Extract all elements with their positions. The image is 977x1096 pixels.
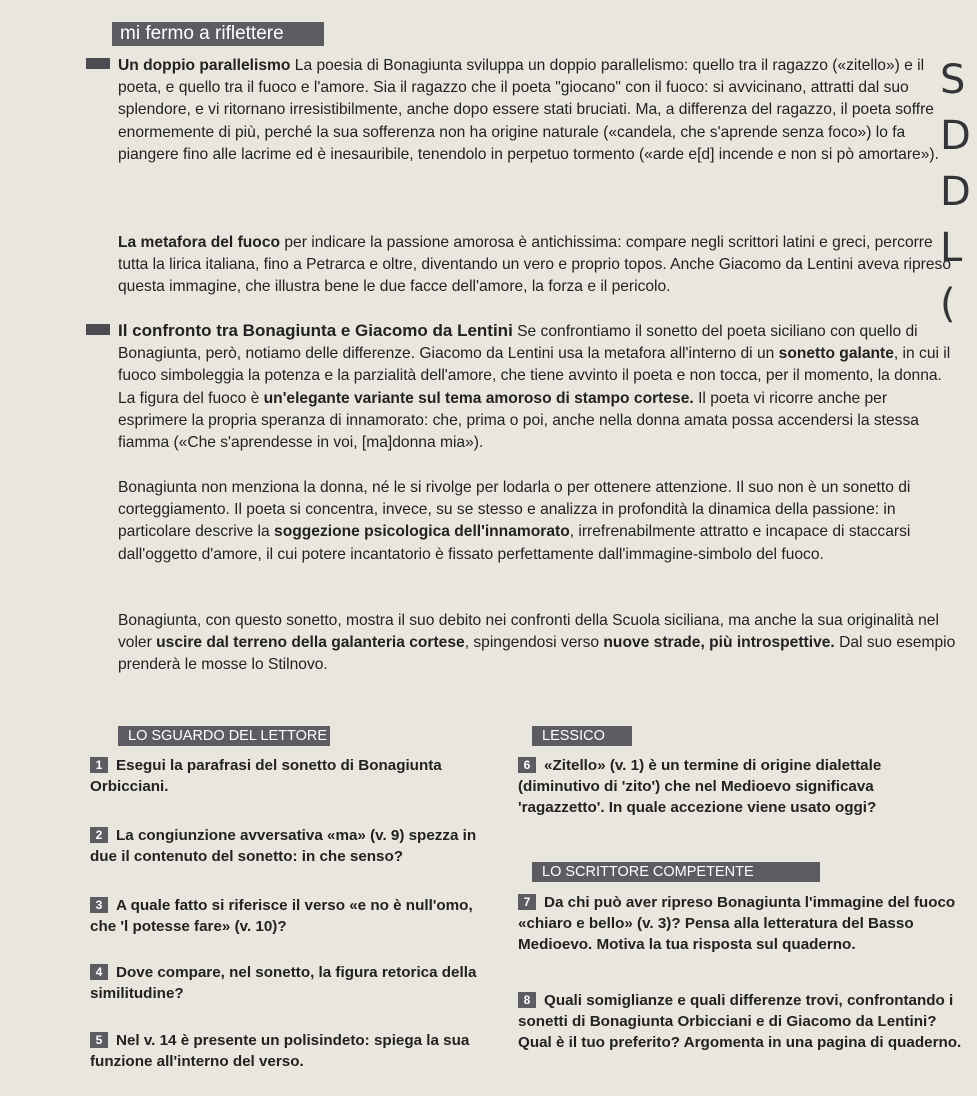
bold-phrase: nuove strade, più introspettive. <box>603 634 835 652</box>
exercise-7 <box>518 892 963 955</box>
paragraph-title: Il confronto tra Bonagiunta e Giacomo da Lentini <box>118 321 513 340</box>
side-letter: D <box>940 113 971 159</box>
exercise-2 <box>90 825 500 867</box>
exercise-text: A quale fatto si riferisce il verso «e no è null'omo, che 'l potesse fare» (v. 10)? <box>90 897 473 935</box>
paragraph-text: Se confrontiamo il sonetto del poeta siciliano con quello di Bonagiunta, però, notiamo delle differenze. Giacomo da Lentini usa la metafora all'interno di un <box>118 323 918 363</box>
side-letter: L <box>940 225 963 271</box>
exercise-number: 5 <box>90 1032 108 1048</box>
exercise-text: Quali somiglianze e quali differenze trovi, confrontando i sonetti di Bonagiunta Orbicciani e di Giacomo da Lentini? Qual è il tuo preferito? Argomenta in una pagina di quaderno. <box>518 992 962 1051</box>
exercise-text: Da chi può aver ripreso Bonagiunta l'immagine del fuoco «chiaro e bello» (v. 3)? Pensa alla letteratura del Basso Medioevo. Motiva la tua risposta sul quaderno. <box>518 894 956 953</box>
section-heading-sguardo: LO SGUARDO DEL LETTORE <box>118 726 330 746</box>
exercise-3 <box>90 895 500 937</box>
exercise-1 <box>90 755 500 797</box>
paragraph-doppio-parallelismo <box>118 55 958 166</box>
paragraph-lead: La metafora del fuoco <box>118 234 281 251</box>
paragraph-debito <box>118 610 958 677</box>
exercise-text: «Zitello» (v. 1) è un termine di origine dialettale (diminutivo di 'zito') che nel Medioevo significava 'ragazzetto'. In quale accezione viene usato oggi? <box>518 757 882 816</box>
section-tag: mi fermo a riflettere <box>112 22 324 46</box>
exercise-5 <box>90 1030 500 1072</box>
bold-phrase: sonetto galante <box>778 345 894 363</box>
exercise-text: Nel v. 14 è presente un polisindeto: spiega la sua funzione all'interno del verso. <box>90 1032 470 1070</box>
paragraph-text: Bonagiunta non menziona la donna, né le si rivolge per lodarla o per ottenere attenzione. Il suo non è un sonetto di corteggiamento. Il poeta si concentra, invece, su se stesso e analizza in profondità la dinamica della passione: in particolare descrive la <box>118 479 911 541</box>
section-heading-lessico: LESSICO <box>532 726 632 746</box>
paragraph-confronto <box>118 320 958 454</box>
exercise-number: 4 <box>90 964 108 980</box>
exercise-6 <box>518 755 963 818</box>
paragraph-text: per indicare la passione amorosa è antichissima: compare negli scrittori latini e greci, percorre tutta la lirica italiana, fino a Petrarca e oltre, diventando un vero e proprio topos. Anche Giacomo da Lentini aveva ripreso questa immagine, che illustra bene le due facce dell'amore, la forza e il pericolo. <box>118 234 952 296</box>
paragraph-bonagiunta-donna <box>118 477 958 566</box>
exercise-number: 1 <box>90 757 108 773</box>
paragraph-text: Il poeta vi ricorre anche per esprimere la propria speranza di innamorato: che, prima o poi, anche nella donna amata possa accendersi la stessa fiamma («Che s'aprendesse in voi, [ma]donna mia»). <box>118 389 919 452</box>
exercise-number: 6 <box>518 757 536 773</box>
paragraph-text: Dal suo esempio prenderà le mosse lo Stilnovo. <box>118 634 956 674</box>
paragraph-marker-icon <box>86 58 110 69</box>
bold-phrase: soggezione psicologica dell'innamorato <box>274 523 570 541</box>
paragraph-text: , in cui il fuoco simboleggia la potenza e la parzialità dell'amore, che tiene avvinto il poeta e non tocca, per il momento, la donna. La figura del fuoco è <box>118 345 951 407</box>
section-heading-competente: LO SCRITTORE COMPETENTE <box>532 862 820 882</box>
paragraph-title: Un doppio parallelismo <box>118 57 291 74</box>
exercise-text: Esegui la parafrasi del sonetto di Bonagiunta Orbicciani. <box>90 757 442 795</box>
paragraph-text: Bonagiunta, con questo sonetto, mostra il suo debito nei confronti della Scuola siciliana, ma anche la sua originalità nel voler <box>118 612 939 652</box>
exercise-text: La congiunzione avversativa «ma» (v. 9) spezza in due il contenuto del sonetto: in che senso? <box>90 827 477 865</box>
exercise-8 <box>518 990 963 1053</box>
exercise-text: Dove compare, nel sonetto, la figura retorica della similitudine? <box>90 964 477 1002</box>
paragraph-text: , spingendosi verso <box>464 634 600 652</box>
paragraph-metafora <box>118 232 958 299</box>
exercise-4 <box>90 962 500 1004</box>
side-letter: ( <box>940 281 956 327</box>
exercise-number: 3 <box>90 897 108 913</box>
bold-phrase: uscire dal terreno della galanteria cortese <box>156 634 465 652</box>
paragraph-text: , irrefrenabilmente attratto e incapace di staccarsi dall'oggetto d'amore, il cui potere incantatorio è fissato perfettamente dall'immagine-simbolo del fuoco. <box>118 523 911 563</box>
exercise-number: 8 <box>518 992 536 1008</box>
paragraph-text: La poesia di Bonagiunta sviluppa un doppio parallelismo: quello tra il ragazzo («zitello») e il poeta, e quello tra il fuoco e l'amore. Sia il ragazzo che il poeta "giocano" con il fuoco: si avvicinano, attratti dal suo splendore, e vi ritornano irresistibilmente, anche dopo essere stati bruciati. Ma, a differenza del ragazzo, il poeta soffre enormemente di più, perché la sua sofferenza non ha origine naturale («candela, che s'aprende senza foco») lo fa piangere fino alle lacrime ed è inesauribile, tenendolo in perpetuo tormento («arde e[d] incende e non si pò amortare»). <box>118 57 939 163</box>
exercise-number: 7 <box>518 894 536 910</box>
exercise-number: 2 <box>90 827 108 843</box>
paragraph-marker-icon <box>86 324 110 335</box>
bold-phrase: un'elegante variante sul tema amoroso di stampo cortese. <box>263 389 694 407</box>
side-letter: D <box>940 169 971 215</box>
side-letter: S <box>940 57 966 103</box>
